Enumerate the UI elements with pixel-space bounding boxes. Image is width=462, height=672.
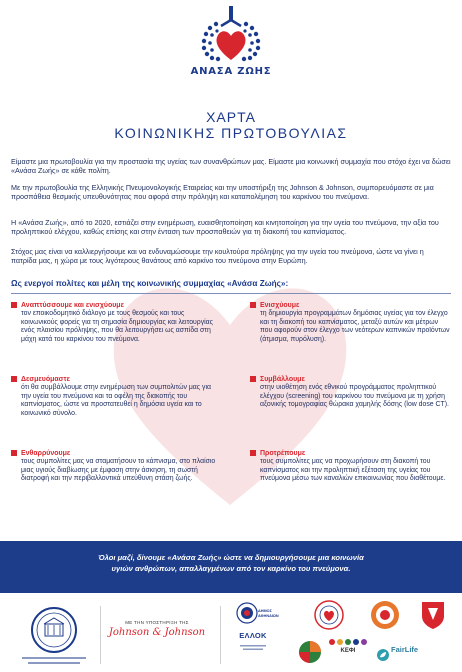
- footer-divider: [220, 606, 221, 664]
- lungs-heart-icon: [196, 4, 266, 68]
- support-label: ΜΕ ΤΗΝ ΥΠΟΣΤΗΡΙΞΗ ΤΗΣ: [125, 620, 189, 625]
- dimos-athinaion-emblem-icon: [236, 602, 258, 624]
- commitment-text: τους συμπολίτες μας να προχωρήσουν στη διακοπή του καπνίσματος και την προληπτική εξέταση της υγείας του πνεύμονα μέσω των καναλιών επικοινωνίας που διαθέτουμε.: [260, 458, 446, 483]
- commitment-text: τη δημιουργία προγραμμάτων δημόσιας υγείας για τον έλεγχο και τη διακοπή του καπνίσματος, μεταξύ αυτών και μέτρων που αφορούν στον έλεγχο των νεότερων καπνικών προϊόντων (άτμισμα, πυρόλυση).: [260, 310, 450, 343]
- sponsor-logo: Johnson & Johnson: [108, 627, 206, 638]
- intro-paragraph-2: Με την πρωτοβουλία της Ελληνικής Πνευμονολογικής Εταιρείας και την υποστήριξη της Johnson & Johnson, συμπορευόμαστε σε μια προσπάθεια θεσμικής υπευθυνότητας που αφορά στην πρόληψη και καταπολέμηση του καρκίνου του πνεύμονα.: [11, 183, 434, 202]
- fairlife-logo: FairLife: [391, 645, 419, 654]
- commitment-item: [11, 375, 217, 418]
- banner-line-1: Όλοι μαζί, δίνουμε «Ανάσα Ζωής» ώστε να δημιουργήσουμε μια κοινωνία: [98, 553, 364, 562]
- dimos-athinaion-label: ΔΗΜΟΣ ΑΘΗΝΑΙΩΝ: [258, 609, 279, 618]
- partner-seal-orange-icon: [370, 600, 400, 630]
- partner-shield-icon: [420, 600, 446, 630]
- kefi-logo-label: ΚΕΦΙ: [340, 648, 356, 654]
- commitment-heading: Συμβάλλουμε: [260, 376, 305, 383]
- commitment-item: [11, 301, 217, 344]
- commitment-text: τους συμπολίτες μας να σταματήσουν το κάπνισμα, στο πλαίσιο μιας υγιούς διαβίωσης με έμφαση στην άσκηση, τη σωστή διατροφή και την περιβαλλοντικά υπεύθυνη στάση ζωής.: [21, 458, 216, 483]
- red-square-bullet-icon: [250, 302, 256, 308]
- red-square-bullet-icon: [11, 302, 17, 308]
- closing-banner: [0, 541, 462, 593]
- page-subtitle: ΚΟΙΝΩΝΙΚΗΣ ΠΡΩΤΟΒΟΥΛΙΑΣ: [114, 125, 348, 141]
- section-heading: Ως ενεργοί πολίτες και μέλη της κοινωνικής συμμαχίας «Ανάσα Ζωής»:: [11, 279, 289, 288]
- kefi-dots-icon: [328, 636, 368, 648]
- society-caption-lines: [18, 656, 90, 666]
- section-divider: [11, 293, 451, 294]
- commitment-heading: Προτρέπουμε: [260, 450, 306, 457]
- commitment-heading: Δεσμευόμαστε: [21, 376, 70, 383]
- partner-circle-logo-icon: [298, 640, 322, 664]
- commitment-item: [11, 449, 217, 484]
- red-square-bullet-icon: [11, 450, 17, 456]
- red-square-bullet-icon: [250, 376, 256, 382]
- footer-divider: [100, 606, 101, 664]
- ellok-caption-lines: [240, 645, 266, 651]
- commitment-text: τον εποικοδομητικό διάλογο με τους θεσμούς και τους κοινωνικούς φορείς για τη σημασία δημιουργίας και λειτουργίας ενός πλαισίου πρόληψης, που θα λειτουργήσει ως ασπίδα στη μάχη κατά του καρκίνου του πνεύμονα.: [21, 310, 213, 343]
- commitment-item: [250, 301, 450, 344]
- hellenic-thoracic-society-logo: [30, 606, 78, 654]
- commitment-text: στην υιοθέτηση ενός εθνικού προγράμματος προληπτικού ελέγχου (screening) του καρκίνου του πνεύμονα με τη χρήση αξονικής τομογραφίας θώρακα χαμηλής δόσης (low dose CT).: [260, 384, 449, 409]
- partner-seal-red-icon: [314, 600, 344, 630]
- commitment-heading: Ενισχύουμε: [260, 302, 300, 309]
- commitment-item: [250, 449, 450, 484]
- red-square-bullet-icon: [250, 450, 256, 456]
- brand-name: ΑΝΑΣΑ ΖΩΗΣ: [190, 66, 272, 77]
- fairlife-leaf-icon: [376, 648, 390, 662]
- ellok-logo: ΕΛΛΟΚ: [239, 631, 267, 640]
- intro-paragraph-3: Η «Ανάσα Ζωής», από το 2020, εστιάζει στην ενημέρωση, ευαισθητοποίηση και κινητοποίηση για την υγεία του πνεύμονα, την αξία του προληπτικού ελέγχου, καθώς επίσης και στην ένταση των προσπαθειών για τη διακοπή του καπνίσματος.: [11, 218, 439, 237]
- red-square-bullet-icon: [11, 376, 17, 382]
- commitment-text: ότι θα συμβάλλουμε στην ενημέρωση των συμπολιτών μας για την υγεία του πνεύμονα και τα οφέλη της διακοπής του καπνίσματος, ώστε να προστατευθεί η δημόσια υγεία και το κοινωνικό σύνολο.: [21, 384, 211, 417]
- banner-line-2: υγιών ανθρώπων, απαλλαγμένων από τον καρκίνο του πνεύμονα.: [111, 563, 351, 573]
- commitment-heading: Αναπτύσσουμε και ενισχύουμε: [21, 302, 124, 309]
- intro-paragraph-4: Στόχος μας είναι να καλλιεργήσουμε και να ενδυναμώσουμε την κουλτούρα πρόληψης για την υγεία του πνεύμονα, ώστε να γίνει η πατρίδα μας, η χώρα με τους λιγότερους θανάτους από καρκίνο του πνεύμονα στην Ευρώπη.: [11, 247, 424, 266]
- commitment-heading: Ενθαρρύνουμε: [21, 450, 71, 457]
- commitment-item: [250, 375, 450, 410]
- anasa-zois-logo: [0, 4, 462, 77]
- intro-paragraph-1: Είμαστε μια πρωτοβουλία για την προστασία της υγείας των συνανθρώπων μας. Είμαστε μια κοινωνική συμμαχία που στόχο έχει να δώσει «Ανάσα Ζωής» σε κάθε πολίτη.: [11, 157, 451, 176]
- page-title: ΧΑΡΤΑ: [206, 109, 256, 125]
